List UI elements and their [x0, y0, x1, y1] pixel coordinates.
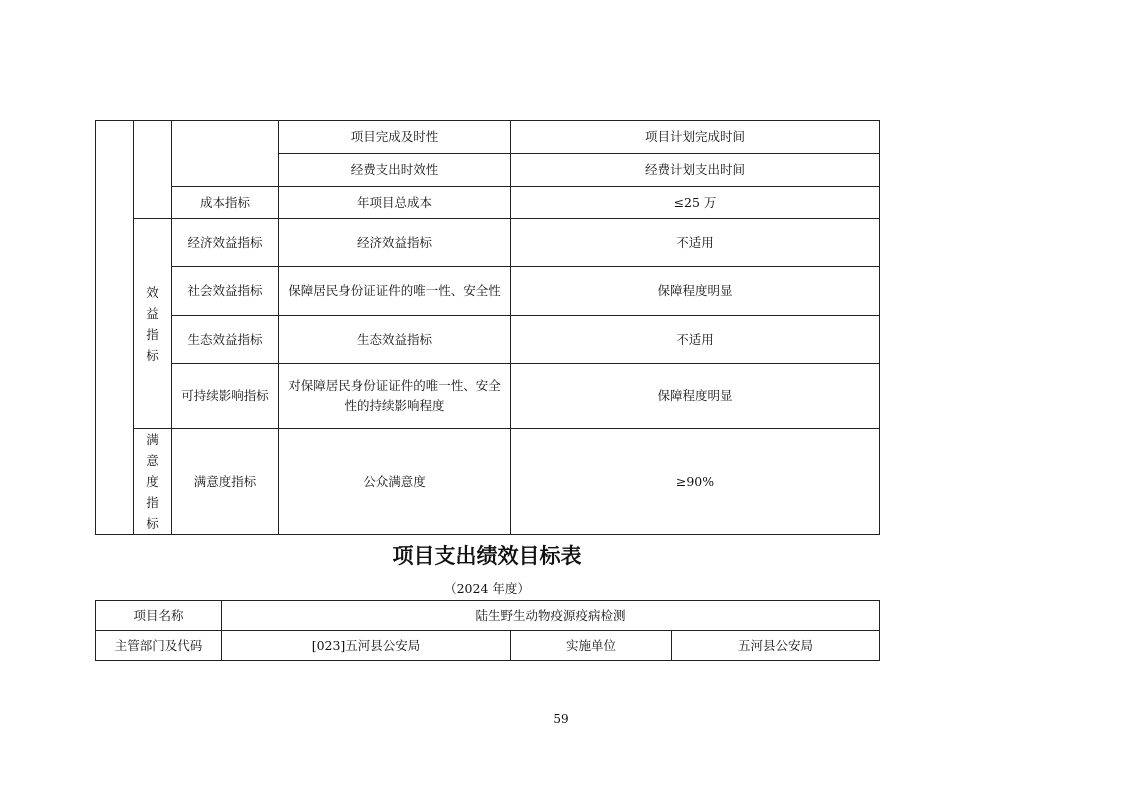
benefit-indicator-group	[134, 219, 172, 429]
indicator-cell: 项目完成及时性	[279, 121, 511, 154]
page-number: 59	[553, 712, 569, 726]
table-row	[96, 267, 880, 316]
table-row	[96, 601, 880, 631]
table-row	[96, 219, 880, 267]
level2-cell: 社会效益指标	[172, 267, 279, 316]
level2-cell	[172, 121, 279, 187]
value-cell: 不适用	[511, 316, 880, 364]
page-title: 项目支出绩效目标表	[392, 544, 582, 568]
table-row	[96, 631, 880, 661]
level1-cell	[96, 121, 134, 535]
indicator-cell: 对保障居民身份证证件的唯一性、安全性的持续影响程度	[279, 364, 511, 429]
value-cell: 不适用	[511, 219, 880, 267]
indicator-cell: 年项目总成本	[279, 187, 511, 219]
indicator-cell: 生态效益指标	[279, 316, 511, 364]
table-row	[96, 187, 880, 219]
value-cell: ≥90%	[511, 429, 880, 535]
group-char: 意	[146, 453, 159, 468]
value-cell: 保障程度明显	[511, 364, 880, 429]
group-char: 指	[146, 326, 159, 342]
group-char: 效	[146, 284, 159, 300]
performance-indicator-table	[95, 120, 880, 535]
indicator-cell: 经费支出时效性	[279, 154, 511, 187]
project-name-label: 项目名称	[96, 601, 222, 631]
group-char: 度	[146, 474, 159, 489]
group-char: 满	[146, 432, 159, 447]
impl-unit-value: 五河县公安局	[672, 631, 880, 661]
level1b-cell	[134, 121, 172, 219]
indicator-cell: 保障居民身份证证件的唯一性、安全性	[279, 267, 511, 316]
year-subtitle: （2024 年度）	[444, 581, 530, 596]
table-row	[96, 121, 880, 154]
level2-cell: 经济效益指标	[172, 219, 279, 267]
value-cell: 项目计划完成时间	[511, 121, 880, 154]
dept-label: 主管部门及代码	[96, 631, 222, 661]
table-row	[96, 429, 880, 535]
group-char: 益	[146, 305, 159, 321]
project-name-value: 陆生野生动物疫源疫病检测	[222, 601, 880, 631]
indicator-cell: 经济效益指标	[279, 219, 511, 267]
value-cell: 保障程度明显	[511, 267, 880, 316]
level2-cell: 满意度指标	[172, 429, 279, 535]
project-info-table	[95, 600, 880, 661]
table-row	[96, 316, 880, 364]
table-row	[96, 364, 880, 429]
level2-cell: 可持续影响指标	[172, 364, 279, 429]
value-cell: 经费计划支出时间	[511, 154, 880, 187]
group-char: 标	[146, 516, 159, 531]
group-char: 标	[146, 347, 159, 363]
impl-unit-label: 实施单位	[511, 631, 672, 661]
value-cell: ≤25 万	[511, 187, 880, 219]
level2-cell: 成本指标	[172, 187, 279, 219]
dept-value: [023]五河县公安局	[222, 631, 511, 661]
level2-cell: 生态效益指标	[172, 316, 279, 364]
satisfaction-indicator-group	[134, 429, 172, 535]
group-char: 指	[146, 495, 159, 510]
indicator-cell: 公众满意度	[279, 429, 511, 535]
